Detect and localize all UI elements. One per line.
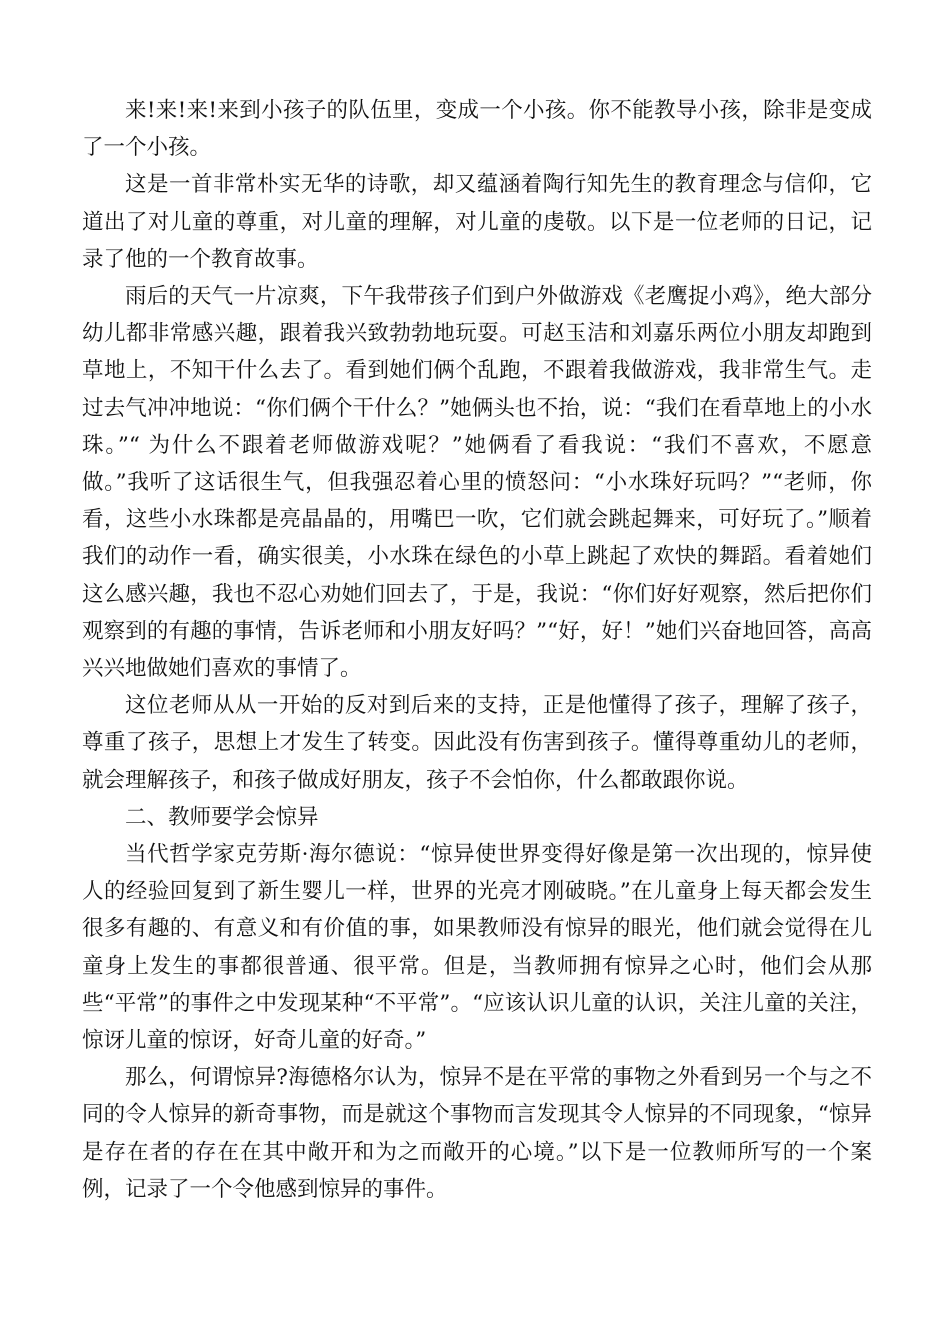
reflection-paragraph: 这位老师从从一开始的反对到后来的支持，正是他懂得了孩子，理解了孩子，尊重了孩子，思想上才发生了转变。因此没有伤害到孩子。懂得尊重幼儿的老师，就会理解孩子，和孩子做成好朋友，孩子不会怕你，什么都敢跟你说。 (82, 693, 872, 793)
commentary-paragraph: 这是一首非常朴实无华的诗歌，却又蕴涵着陶行知先生的教育理念与信仰，它道出了对儿童的尊重，对儿童的理解，对儿童的虔敬。以下是一位老师的日记，记录了他的一个教育故事。 (82, 172, 872, 272)
document-body (82, 92, 872, 1208)
wonder-quote-paragraph: 当代哲学家克劳斯·海尔德说：“惊异使世界变得好像是第一次出现的，惊异使人的经验回复到了新生婴儿一样，世界的光亮才刚破晓。”在儿童身上每天都会发生很多有趣的、有意义和有价值的事，如果教师没有惊异的眼光，他们就会觉得在儿童身上发生的事都很普通、很平常。但是，当教师拥有惊异之心时，他们会从那些“平常”的事件之中发现某种“不平常”。“应该认识儿童的认识，关注儿童的关注，惊讶儿童的惊讶，好奇儿童的好奇。” (82, 842, 872, 1054)
section-heading: 二、教师要学会惊异 (125, 804, 319, 830)
heidegger-paragraph: 那么，何谓惊异?海德格尔认为，惊异不是在平常的事物之外看到另一个与之不同的令人惊异的新奇事物，而是就这个事物而言发现其令人惊异的不同现象，“惊异是存在者的存在在其中敞开和为之而敞开的心境。”以下是一位教师所写的一个案例，记录了一个令他感到惊异的事件。 (82, 1065, 872, 1202)
poem-quote-paragraph: 来!来!来!来到小孩子的队伍里，变成一个小孩。你不能教导小孩，除非是变成了一个小孩。 (82, 98, 872, 161)
teacher-diary-paragraph: 雨后的天气一片凉爽，下午我带孩子们到户外做游戏《老鹰捉小鸡》，绝大部分幼儿都非常感兴趣，跟着我兴致勃勃地玩耍。可赵玉洁和刘嘉乐两位小朋友却跑到草地上，不知干什么去了。看到她们俩个乱跑，不跟着我做游戏，我非常生气。走过去气冲冲地说：“你们俩个干什么？”她俩头也不抬，说：“我们在看草地上的小水珠。”“ 为什么不跟着老师做游戏呢？”她俩看了看我说：“我们不喜欢，不愿意做。”我听了这话很生气，但我强忍着心里的愤怒问：“小水珠好玩吗？”“老师，你看，这些小水珠都是亮晶晶的，用嘴巴一吹，它们就会跳起舞来，可好玩了。”顺着我们的动作一看，确实很美，小水珠在绿色的小草上跳起了欢快的舞蹈。看着她们这么感兴趣，我也不忍心劝她们回去了，于是，我说：“你们好好观察，然后把你们观察到的有趣的事情，告诉老师和小朋友好吗？”“好，好！”她们兴奋地回答，高高兴兴地做她们喜欢的事情了。 (82, 284, 872, 682)
